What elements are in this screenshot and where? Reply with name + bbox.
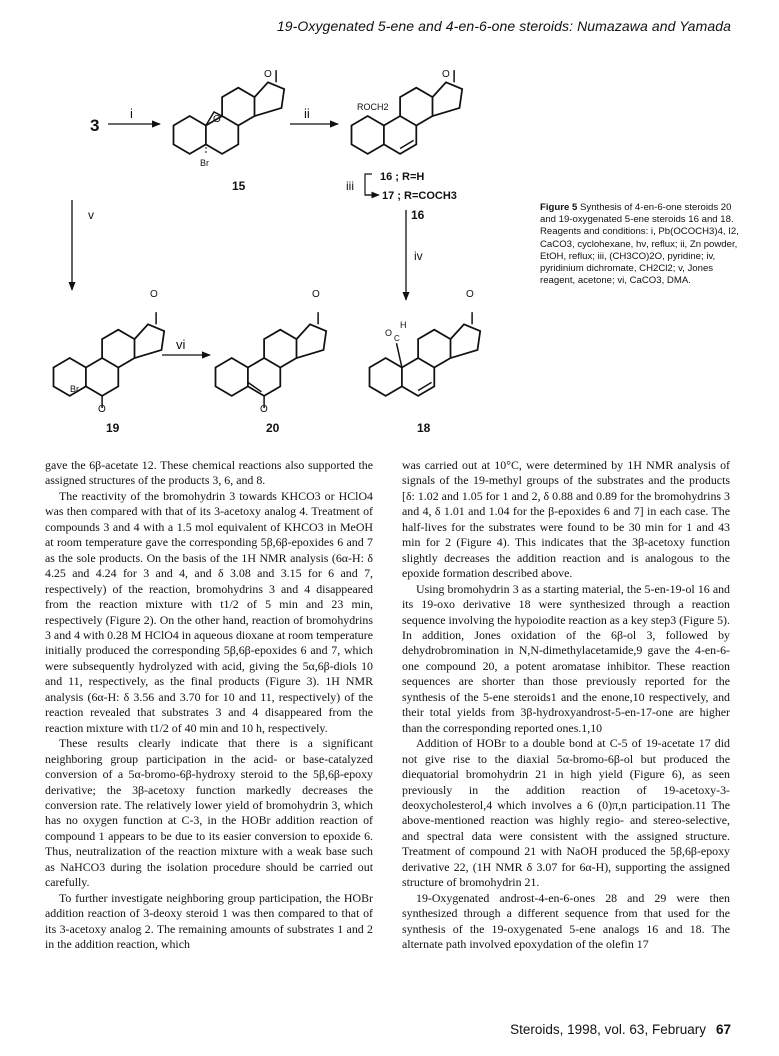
compound-15-label: 15 (232, 179, 246, 193)
step-vi-label: vi (176, 337, 186, 352)
running-header: 19-Oxygenated 5-ene and 4-en-6-one steroids: Numazawa and Yamada (276, 18, 731, 34)
compound-19-label: 19 (106, 421, 120, 435)
bromine-19: Br (70, 384, 79, 394)
epoxy-oxygen: O (213, 114, 221, 125)
page-number: 67 (715, 1022, 731, 1037)
paragraph: The reactivity of the bromohydrin 3 towards KHCO3 or HClO4 was then compared with that of its 3-acetoxy analog 4. Treatment of compounds 3 and 4 with a 1.5 mol equivalent of KHCO3 in MeOH at room temperature gave the corresponding 5β,6β-epoxides 6 and 7 as the sole products. On the basis of the 1H NMR analysis (6α-H: δ 4.25 and 4.24 for 3 and 4, and δ 3.08 and 3.15 for 6 and 7, respectively) of the reaction, bromohydrins 3 and 4 disappeared from the reaction mixture with t1/2 of 5 min and 23 min, respectively (Figure 2). On the other hand, reaction of bromohydrins 3 and 4 with 0.28 M HClO4 in aqueous dioxane at room temperature initially produced the corresponding 5β,6β-epoxides 6 and 7, which were subsequently hydrolyzed with acid, giving the 5α,6β-diols 10 and 11, respectively, as the final products (Figure 3). 1H NMR analysis (6α-H: δ 3.56 and 3.70 for 10 and 11, respectively) of the reaction revealed that substrates 3 and 4 disappeared from the reaction mixture with t1/2 of 40 min and 10 h, respectively. (45, 488, 373, 735)
paragraph: gave the 6β-acetate 12. These chemical reactions also supported the assigned structures of the products 3, 6, and 8. (45, 458, 373, 488)
page-footer (510, 1022, 731, 1037)
paragraph: Using bromohydrin 3 as a starting material, the 5-en-19-ol 16 and its 19-oxo derivative 18 were synthesized through a reaction sequence involving the hypoiodite reaction as a key step3 (Figure 5). In addition, Jones oxidation of the 6β-ol 3, followed by dehydrobromination in N,N-dimethylacetamide,9 gave the 4-en-6-one compound 20, a potent aromatase inhibitor. These reaction sequences are shorter than those previously reported for the synthesis of the 5-ene steroids1 and the enone,10 respectively, and their total yields from 3β-hydroxyandrost-5-en-17-one are higher than the corresponding reported ones.1,10 (402, 581, 730, 735)
figure-label: Figure 5 (540, 202, 578, 213)
paragraph: To further investigate neighboring group participation, the HOBr addition reaction of 3-deoxy steroid 1 was then compared to that of its 3-acetoxy analog 2. The remaining amounts of substrates 1 and 2 in the addition reaction, which (45, 890, 373, 952)
c6-oxygen-20: O (260, 404, 268, 415)
paragraph: Addition of HOBr to a double bond at C-5 of 19-acetate 17 did not give rise to the diaxial 5α-bromo-6β-ol but produced the diequatorial bromohydrin 21 in high yield (Figure 6), as seen previously in the addition reaction of 19-acetoxy-3-deoxycholesterol,4 which involves a 6 (0)π,n participation.11 The above-mentioned reaction was highly regio- and stereo-selective, and spectral data were consistent with the assigned structure. Treatment of compound 21 with NaOH produced the 5β,6β-epoxy derivative 22, (1H NMR δ 3.07 for 6α-H), supporting the assigned structure of bromohydrin 21. (402, 736, 730, 890)
ketone-oxygen-15: O (264, 69, 272, 80)
step-i-label: i (130, 106, 133, 121)
paragraph: These results clearly indicate that there is a significant neighboring group participation in the acid- or base-catalyzed conversion of a 5α-bromo-6β-hydroxy steroid to the 5β,6β-epoxy derivative; the 3β-acetoxy function markedly decreases the conversion rate. The relatively lower yield of bromohydrin 3, which has no oxygen function at C-3, in the HOBr addition reaction of compound 1 appears to be due to its easier conversion to epoxide 6. Thus, neutralization of the reaction mixture with a weak base such as NaHCO3 during the isolation procedure should be carried out carefully. (45, 736, 373, 890)
compound-16-label: 16 (411, 208, 425, 222)
journal-citation: Steroids, 1998, vol. 63, February (510, 1022, 706, 1037)
figure-caption-text: Synthesis of 4-en-6-one steroids 20 and 19-oxygenated 5-ene steroids 16 and 18. Reagents and conditions: i, Pb(OCOCH3)4, I2, CaCO3, cyclohexane, hν, reflux; ii, Zn powder, EtOH, reflux; iii, (CH3CO)2O, pyridine; iv, pyridinium dichromate, CH2Cl2; v, Jones reagent, acetone; vi, CaCO3, DMA. (540, 202, 739, 287)
step-v-label: v (88, 208, 94, 222)
ketone-oxygen-18: O (466, 289, 474, 300)
ketone-oxygen-20: O (312, 289, 320, 300)
compound-20-label: 20 (266, 421, 280, 435)
bromine-15: Br (200, 158, 209, 168)
compound-18-label: 18 (417, 421, 431, 435)
aldehyde-carbon-18: C (394, 334, 400, 343)
left-column (45, 458, 373, 953)
aldehyde-oxygen-18: O (385, 328, 393, 338)
compound-3-label: 3 (90, 116, 100, 135)
c6-oxygen-19: O (98, 404, 106, 415)
roch2-group: ROCH2 (357, 102, 389, 112)
compound-16-r-label: 16 ; R=H (380, 171, 425, 183)
aldehyde-hydrogen-18: H (400, 320, 407, 330)
step-iv-label: iv (414, 249, 423, 263)
compound-17-r-label: 17 ; R=COCH3 (382, 190, 457, 202)
paragraph: 19-Oxygenated androst-4-en-6-ones 28 and 29 were then synthesized through a different sequence from that used for the synthesis of the 19-oxygenated 5-ene analogs 16 and 18. The alternate path involved epoxydation of the olefin 17 (402, 890, 730, 952)
figure-caption (540, 202, 740, 287)
right-column (402, 458, 730, 953)
ketone-oxygen-19: O (150, 289, 158, 300)
step-iii-label: iii (346, 179, 354, 193)
ketone-oxygen-16: O (442, 69, 450, 80)
paragraph: was carried out at 10°C, were determined by 1H NMR analysis of signals of the 19-methyl groups of the substrates and the products [δ: 1.02 and 1.05 for 1 and 2, δ 0.88 and 0.89 for the bromohydrins 3 and 4, δ 1.01 and 1.04 for the β-epoxides 6 and 7] in each case. The half-lives for the substrates were found to be 30 min for 1 and 43 min for 2 (Figure 4). This indicates that the 3β-acetoxy function slightly decreases the addition reaction and is analogous to the epoxide formation described above. (402, 458, 730, 581)
step-ii-label: ii (304, 106, 310, 121)
